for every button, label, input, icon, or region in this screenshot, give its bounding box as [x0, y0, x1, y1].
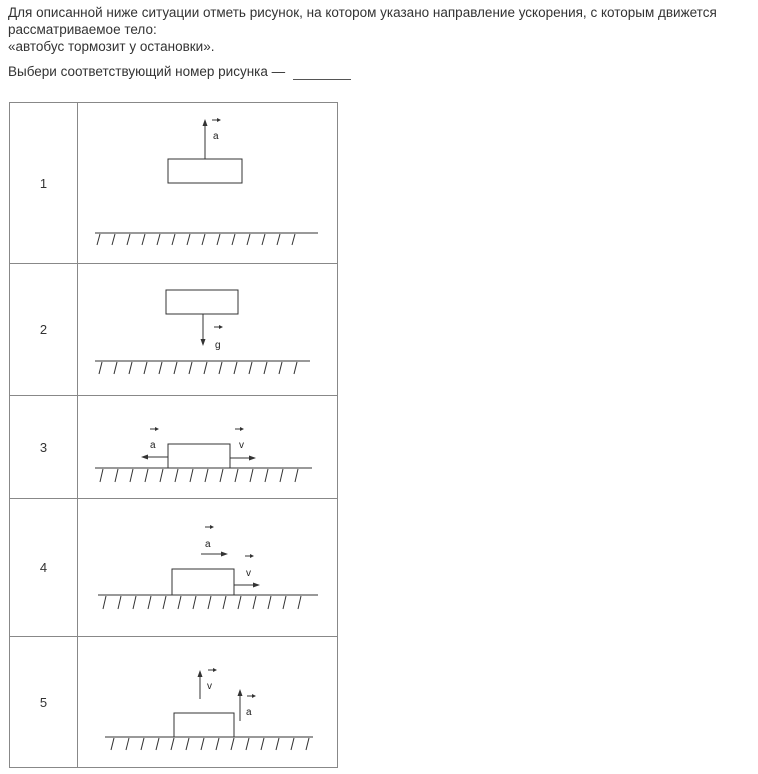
ground-hatching: [98, 595, 318, 609]
ground-hatching: [95, 233, 318, 245]
body-block: [166, 290, 238, 314]
vector-label: a: [205, 539, 211, 550]
figure-3: [78, 396, 338, 499]
vector-label: v: [207, 681, 212, 692]
body-block: [174, 713, 234, 737]
vector-label: v: [239, 440, 244, 451]
figures-table: [9, 102, 338, 768]
figure-2-drawing: [78, 264, 337, 395]
figure-number: 4: [10, 499, 78, 637]
vector-label: g: [215, 340, 221, 351]
answer-prompt-row: [8, 63, 351, 80]
vector-label: a: [213, 131, 219, 142]
body-block: [172, 569, 234, 595]
vector-label: a: [246, 707, 252, 718]
answer-prompt: Выбери соответствующий номер рисунка —: [8, 64, 286, 79]
figure-2: [78, 264, 338, 396]
ground-hatching: [95, 361, 310, 374]
body-block: [168, 444, 230, 468]
figure-row-4: [10, 499, 338, 637]
ground-hatching: [95, 468, 312, 482]
body-block: [168, 159, 242, 183]
question-line-1: Для описанной ниже ситуации отметь рисунок, на котором указано направление ускорения, с которым движется рассматриваемое тело:: [8, 5, 717, 37]
figure-5-drawing: [78, 637, 337, 767]
vector-label: a: [150, 440, 156, 451]
figure-5: [78, 637, 338, 768]
figure-1-drawing: [78, 103, 337, 263]
figure-4: [78, 499, 338, 637]
figure-1: [78, 103, 338, 264]
figure-row-1: [10, 103, 338, 264]
figure-3-drawing: [78, 396, 337, 498]
ground-hatching: [105, 737, 313, 750]
figure-number: 1: [10, 103, 78, 264]
figure-4-drawing: [78, 499, 337, 636]
figure-number: 3: [10, 396, 78, 499]
figure-number: 5: [10, 637, 78, 768]
vector-label: v: [246, 568, 251, 579]
figure-row-2: [10, 264, 338, 396]
question-text: [8, 4, 753, 55]
answer-input[interactable]: [293, 63, 351, 80]
question-line-2: «автобус тормозит у остановки».: [8, 39, 215, 54]
figure-number: 2: [10, 264, 78, 396]
figure-row-5: [10, 637, 338, 768]
figure-row-3: [10, 396, 338, 499]
